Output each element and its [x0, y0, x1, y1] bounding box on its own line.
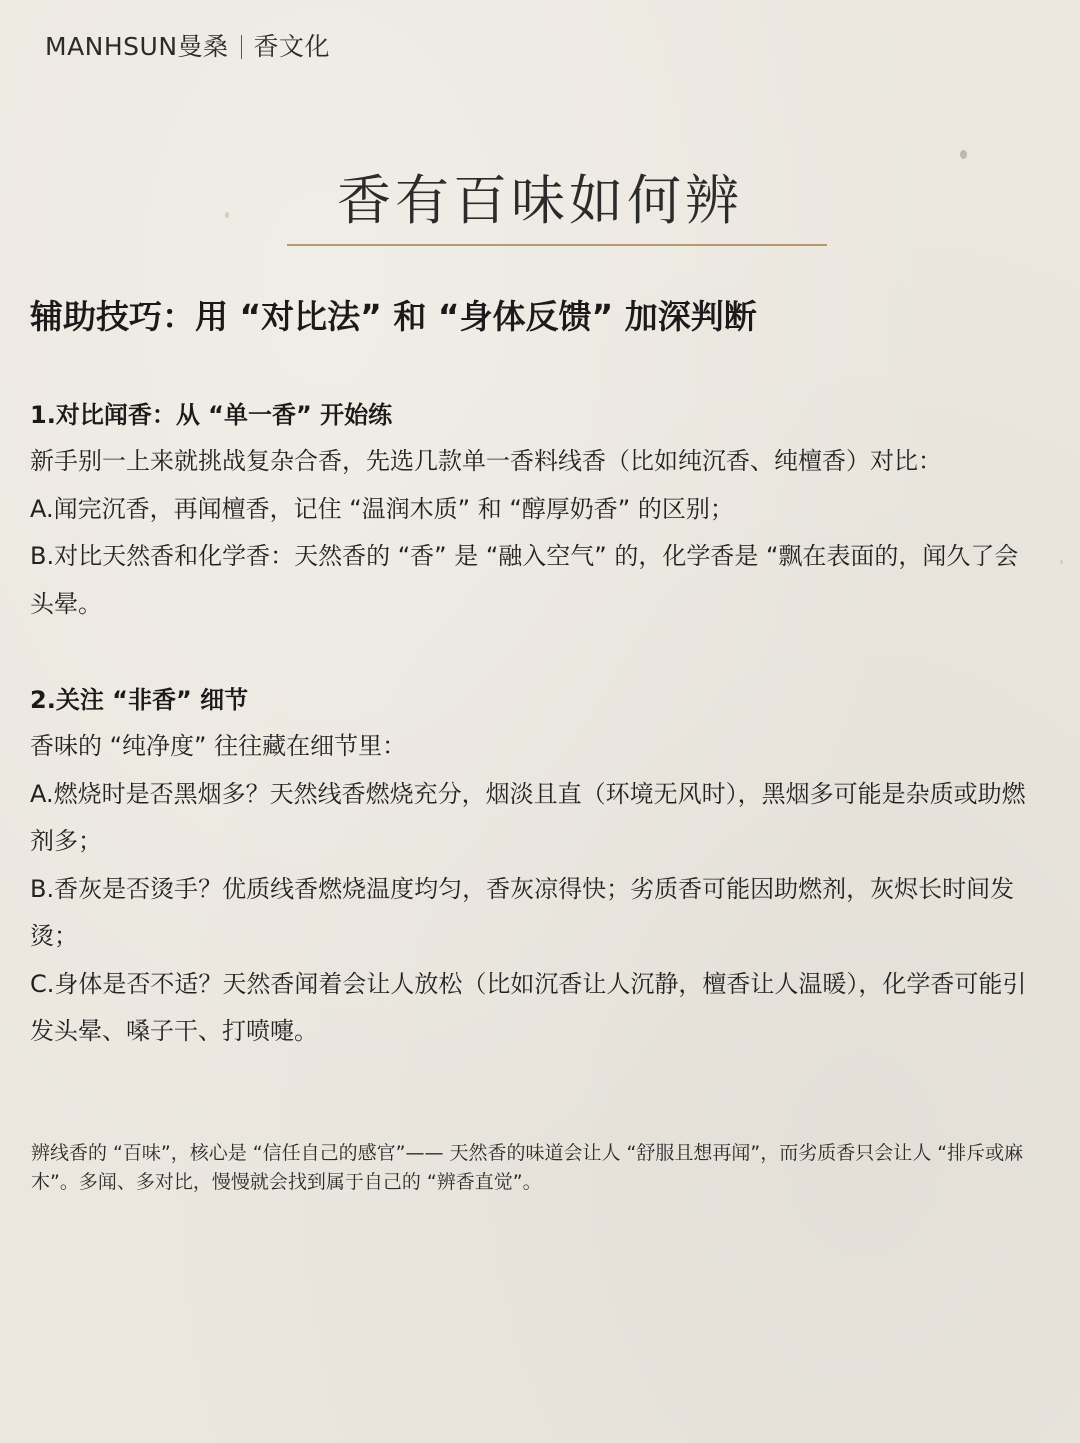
- section-compare: [30, 392, 1030, 628]
- list-item: B.香灰是否烫手？优质线香燃烧温度均匀，香灰凉得快；劣质香可能因助燃剂，灰烬长时间发烫；: [30, 874, 1015, 950]
- section-intro: 香味的 “纯净度” 往往藏在细节里：: [30, 732, 407, 760]
- section-details: [30, 677, 1030, 1056]
- list-item: B.对比天然香和化学香：天然香的 “香” 是 “融入空气” 的，化学香是 “飘在表面的，闻久了会头晕。: [30, 542, 1019, 618]
- paper-speck: [1060, 560, 1063, 564]
- section-intro: 新手别一上来就挑战复杂合香，先选几款单一香料线香（比如纯沉香、纯檀香）对比：: [30, 447, 942, 475]
- page-title: 香有百味如何辨: [337, 169, 743, 232]
- brand-category: 香文化: [253, 32, 331, 61]
- footer-summary: 辨线香的 “百味”，核心是 “信任自己的感官”—— 天然香的味道会让人 “舒服且想再闻”，而劣质香只会让人 “排斥或麻木”。多闻、多对比，慢慢就会找到属于自己的 “辨香直觉”。: [31, 1142, 1024, 1193]
- section-subtitle: 辅助技巧：用 “对比法” 和 “身体反馈” 加深判断: [30, 297, 757, 336]
- brand-name: MANHSUN曼桑: [45, 32, 229, 61]
- list-item: C.身体是否不适？天然香闻着会让人放松（比如沉香让人沉静，檀香让人温暖），化学香可能引发头晕、嗓子干、打喷嚏。: [30, 969, 1027, 1045]
- paper-speck: [960, 150, 967, 159]
- section-heading: 1.对比闻香：从 “单一香” 开始练: [30, 401, 393, 429]
- brand-header: [45, 30, 330, 64]
- list-item: A.闻完沉香，再闻檀香，记住 “温润木质” 和 “醇厚奶香” 的区别；: [30, 494, 734, 523]
- list-item: A.燃烧时是否黑烟多？天然线香燃烧充分，烟淡且直（环境无风时），黑烟多可能是杂质或助燃剂多；: [30, 779, 1026, 855]
- section-heading: 2.关注 “非香” 细节: [30, 686, 249, 714]
- brand-divider: [241, 35, 242, 59]
- title-underline: [287, 244, 827, 246]
